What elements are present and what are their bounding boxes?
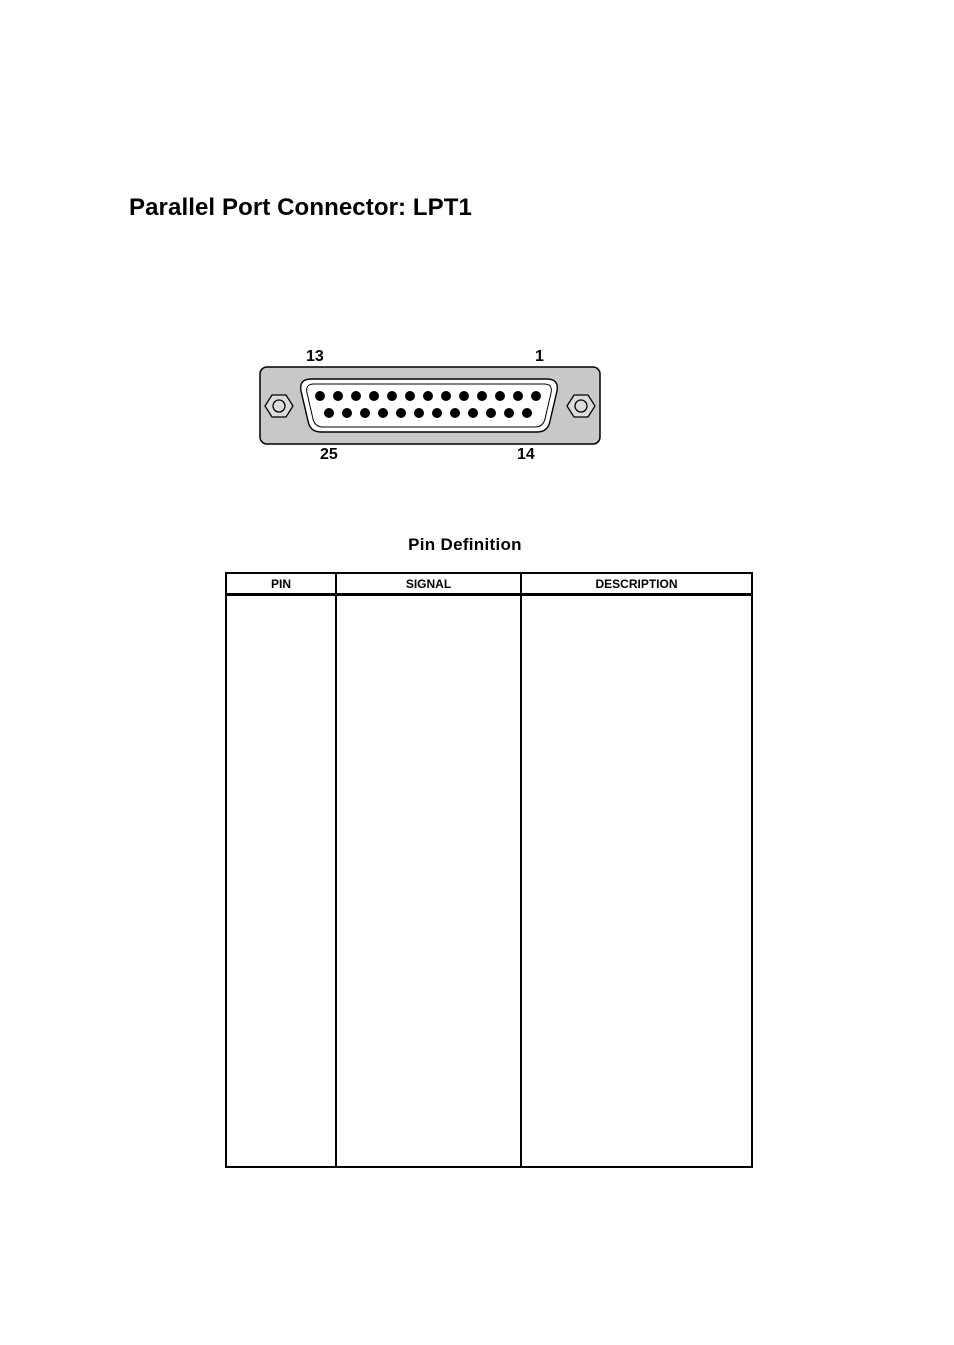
- signal-cell: [336, 595, 521, 1168]
- table-body: [226, 595, 752, 1168]
- pin-top-12: [513, 391, 523, 401]
- description-cell: [521, 595, 752, 1168]
- pin-bottom-5: [396, 408, 406, 418]
- header-description: DESCRIPTION: [521, 573, 752, 595]
- pin-top-3: [351, 391, 361, 401]
- pin-bottom-12: [522, 408, 532, 418]
- pin-top-10: [477, 391, 487, 401]
- pin-top-1: [315, 391, 325, 401]
- pin-top-7: [423, 391, 433, 401]
- pin-bottom-6: [414, 408, 424, 418]
- table-caption: Pin Definition: [408, 535, 522, 554]
- left-screw-icon: [265, 395, 293, 417]
- pin-bottom-7: [432, 408, 442, 418]
- pin-bottom-2: [342, 408, 352, 418]
- header-signal: SIGNAL: [336, 573, 521, 595]
- table-header-row: [226, 573, 752, 595]
- header-pin: PIN: [226, 573, 336, 595]
- pin-definition-table: [225, 572, 753, 1168]
- pin-label-14: 14: [517, 446, 535, 463]
- pin-label-13: 13: [306, 348, 324, 365]
- pin-top-8: [441, 391, 451, 401]
- pin-label-1: 1: [535, 348, 544, 365]
- pin-bottom-10: [486, 408, 496, 418]
- pin-bottom-1: [324, 408, 334, 418]
- db25-connector-diagram: [255, 362, 605, 450]
- pin-top-9: [459, 391, 469, 401]
- pin-label-25: 25: [320, 446, 338, 463]
- page-title: Parallel Port Connector: LPT1: [129, 194, 472, 221]
- pin-top-2: [333, 391, 343, 401]
- pin-cell: [226, 595, 336, 1168]
- pin-top-13: [531, 391, 541, 401]
- table-row: [226, 595, 752, 1168]
- right-screw-icon: [567, 395, 595, 417]
- pin-bottom-11: [504, 408, 514, 418]
- pin-bottom-8: [450, 408, 460, 418]
- pin-bottom-4: [378, 408, 388, 418]
- pin-bottom-3: [360, 408, 370, 418]
- pin-top-11: [495, 391, 505, 401]
- pin-top-6: [405, 391, 415, 401]
- connector-face-inner: [307, 384, 552, 427]
- pin-top-4: [369, 391, 379, 401]
- pin-bottom-9: [468, 408, 478, 418]
- pin-top-5: [387, 391, 397, 401]
